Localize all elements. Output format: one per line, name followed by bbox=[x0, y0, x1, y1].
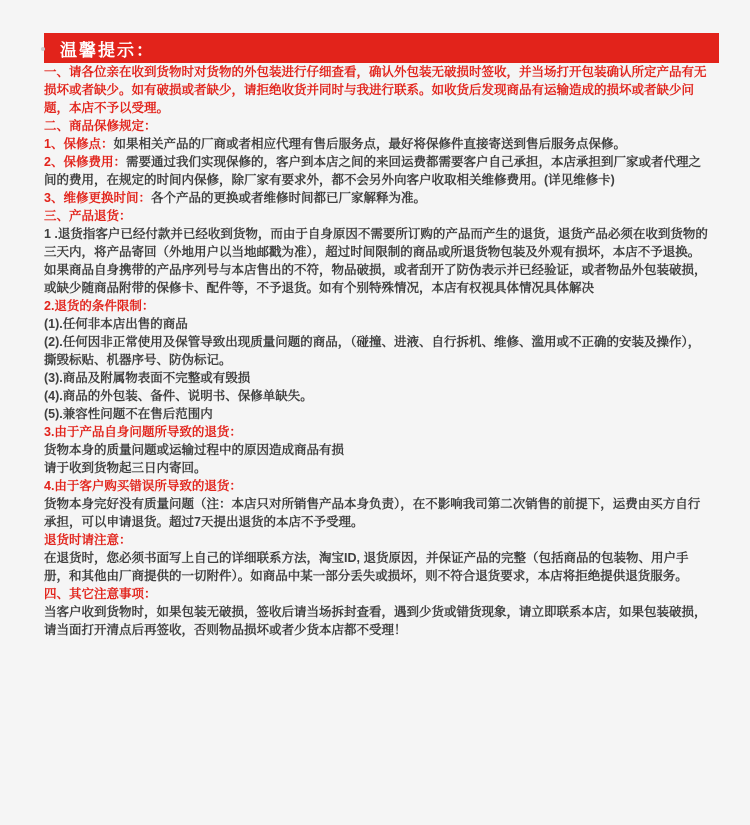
return-condition-item: (5).兼容性问题不在售后范围内 bbox=[44, 407, 213, 421]
returns-intro-paragraph: 1 .退货指客户已经付款并已经收到货物，而由于自身原因不需要所订购的产品而产生的退货，退货产品必须在收到货物的三天内，将产品寄回（外地用户以当地邮戳为准），超过时间限制的商品或所退货物包装及外观有损坏，本店不予退换。如果商品自身携带的产品序列号与本店售出的不符，物品破损，或者刮开了防伪表示并已经验证，或者物品外包装破损，或缺少随商品附带的保修卡、配件等，不予退货。如有个别特殊情况，本店有权视具体情况具体解决 bbox=[44, 227, 708, 295]
wrong-purchase-return-text: 货物本身完好没有质量问题（注：本店只对所销售产品本身负责），在不影响我司第二次销售的前提下，运费由买方自行承担，可以申请退货。超过7天提出退货的本店不予受理。 bbox=[44, 497, 701, 529]
intro-paragraph: 一、请各位亲在收到货物时对货物的外包装进行仔细查看，确认外包装无破损时签收，并当场打开包装确认所定产品有无损坏或者缺少。如有破损或者缺少，请拒绝收货并同时与我进行联系。如收货后发现商品有运输造成的损坏或者缺少问题，本店不予以受理。 bbox=[44, 65, 707, 115]
return-notice-heading: 退货时请注意： bbox=[44, 533, 132, 547]
warm-tips-banner bbox=[44, 33, 719, 63]
self-issue-return-line: 请于收到货物起三日内寄回。 bbox=[44, 461, 207, 475]
warranty-item bbox=[44, 135, 710, 153]
warranty-item-lead: 3、维修更换时间： bbox=[44, 191, 151, 205]
warranty-item-text: 各个产品的更换或者维修时间都已厂家解释为准。 bbox=[150, 191, 426, 205]
warranty-heading: 二、商品保修规定： bbox=[44, 119, 157, 133]
bullet-dot-icon bbox=[41, 47, 45, 51]
warranty-section bbox=[44, 117, 710, 207]
return-condition-item: (3).商品及附属物表面不完整或有毁损 bbox=[44, 371, 251, 385]
returns-heading: 三、产品退货： bbox=[44, 209, 132, 223]
return-condition-item: (1).任何非本店出售的商品 bbox=[44, 317, 188, 331]
wrong-purchase-return-heading: 4.由于客户购买错误所导致的退货： bbox=[44, 479, 242, 493]
return-condition-item: (2).任何因非正常使用及保管导致出现质量问题的商品，（碰撞、进液、自行拆机、维修、滥用或不正确的安装及操作），撕毁标贴、机器序号、防伪标记。 bbox=[44, 335, 701, 367]
other-notes-text: 当客户收到货物时，如果包装无破损，签收后请当场拆封查看，遇到少货或错货现象，请立即联系本店，如果包装破损，请当面打开清点后再签收，否则物品损坏或者少货本店都不受理！ bbox=[44, 605, 707, 637]
warranty-item bbox=[44, 189, 710, 207]
return-condition-item: (4).商品的外包装、备件、说明书、保修单缺失。 bbox=[44, 389, 313, 403]
warranty-item bbox=[44, 153, 710, 189]
self-issue-return-heading: 3.由于产品自身问题所导致的退货： bbox=[44, 425, 242, 439]
other-notes-heading: 四、其它注意事项： bbox=[44, 587, 157, 601]
notice-content bbox=[0, 63, 750, 639]
warranty-item-lead: 1、保修点： bbox=[44, 137, 114, 151]
returns-section bbox=[44, 207, 710, 585]
warranty-item-text: 需要通过我们实现保修的，客户到本店之间的来回运费都需要客户自己承担，本店承担到厂家或者代理之间的费用，在规定的时间内保修，除厂家有要求外，都不会另外向客户收取相关维修费用。(详见维修卡) bbox=[44, 155, 701, 187]
self-issue-return-line: 货物本身的质量问题或运输过程中的原因造成商品有损 bbox=[44, 443, 345, 457]
banner-title: 温馨提示： bbox=[60, 40, 155, 60]
warranty-item-lead: 2、保修费用： bbox=[44, 155, 126, 169]
return-conditions-heading: 2.退货的条件限制： bbox=[44, 299, 155, 313]
return-conditions-list bbox=[44, 315, 710, 423]
other-notes-section bbox=[44, 585, 710, 639]
return-notice-text: 在退货时，您必须书面写上自己的详细联系方法，淘宝ID, 退货原因，并保证产品的完整（包括商品的包装物、用户手册，和其他由厂商提供的一切附件）。如商品中某一部分丢失或损坏，则不符合退货要求，本店将拒绝提供退货服务。 bbox=[44, 551, 689, 583]
warranty-item-text: 如果相关产品的厂商或者相应代理有售后服务点，最好将保修件直接寄送到售后服务点保修。 bbox=[113, 137, 626, 151]
